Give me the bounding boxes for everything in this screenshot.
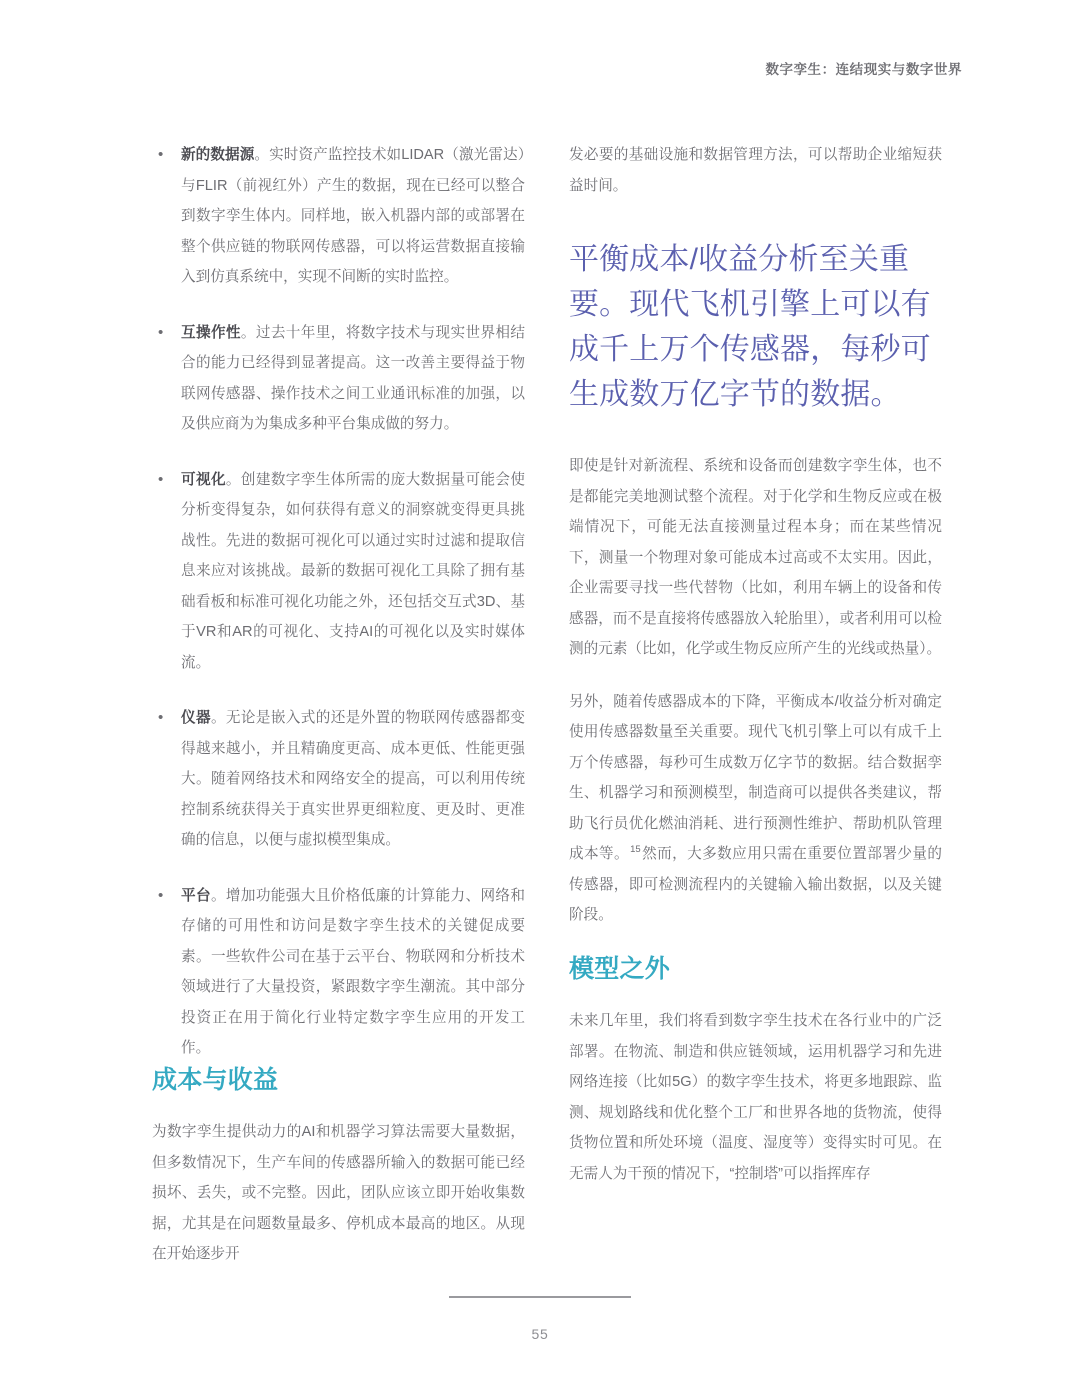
list-item [152, 140, 525, 293]
bullet-text: 。过去十年里，将数字技术与现实世界相结合的能力已经得到显著提高。这一改善主要得益于物联网传感器、操作技术之间工业通讯标准的加强，以及供应商为为集成多种平台集成做的努力。 [181, 324, 525, 432]
section-heading-beyond-model: 模型之外 [569, 954, 671, 983]
bullet-text: 。无论是嵌入式的还是外置的物联网传感器都变得越来越小，并且精确度更高、成本更低、性能更强大。随着网络技术和网络安全的提高，可以利用传统控制系统获得关于真实世界更细粒度、更及时、更准确的信息，以便与虚拟模型集成。 [181, 710, 525, 848]
section-heading-cost-benefit: 成本与收益 [152, 1065, 279, 1094]
paragraph-beyond-model: 未来几年里，我们将看到数字孪生技术在各行业中的广泛部署。在物流、制造和供应链领域，运用机器学习和先进网络连接（比如5G）的数字孪生技术，将更多地跟踪、监测、规划路线和优化整个工厂和世界各地的货物流，使得货物位置和所处环境（温度、湿度等）变得实时可见。在无需人为干预的情况下，“控制塔”可以指挥库存 [569, 1013, 942, 1182]
list-item [152, 318, 525, 440]
paragraph-sensor-cost-part2: 然而，大多数应用只需在重要位置部署少量的传感器，即可检测流程内的关键输入输出数据，以及关键阶段。 [569, 846, 942, 923]
paragraph-continued: 发必要的基础设施和数据管理方法，可以帮助企业缩短获益时间。 [569, 147, 942, 194]
bullet-text: 。增加功能强大且价格低廉的计算能力、网络和存储的可用性和访问是数字孪生技术的关键促成要素。一些软件公司在基于云平台、物联网和分析技术领域进行了大量投资，紧跟数字孪生潮流。其中部分投资正在用于简化行业特定数字孪生应用的开发工作。 [181, 887, 525, 1056]
bullet-term: 互操作性 [181, 324, 241, 341]
left-column [152, 140, 525, 1270]
bullet-term: 平台 [181, 887, 211, 904]
bullet-text: 。创建数字孪生体所需的庞大数据量可能会使分析变得复杂，如何获得有意义的洞察就变得更具挑战性。先进的数据可视化可以通过实时过滤和提取信息来应对该挑战。最新的数据可视化工具除了拥有基础看板和标准可视化功能之外，还包括交互式3D、基于VR和AR的可视化、支持AI的可视化以及实时媒体流。 [181, 471, 525, 671]
right-column [569, 140, 942, 1189]
pull-quote: 平衡成本/收益分析至关重要。现代飞机引擎上可以有成千上万个传感器，每秒可生成数万亿字节的数据。 [569, 243, 931, 411]
footer-divider [449, 1296, 631, 1298]
two-column-body [152, 140, 942, 1270]
bullet-list [152, 140, 525, 1064]
bullet-term: 可视化 [181, 471, 226, 488]
paragraph-cost-benefit: 为数字孪生提供动力的AI和机器学习算法需要大量数据，但多数情况下，生产车间的传感器所输入的数据可能已经损坏、丢失，或不完整。因此，团队应该立即开始收集数据，尤其是在问题数量最多、停机成本最高的地区。从现在开始逐步开 [152, 1124, 525, 1263]
bullet-term: 新的数据源 [181, 147, 255, 163]
paragraph-sensor-cost [569, 687, 942, 931]
running-header: 数字孪生：连结现实与数字世界 [765, 62, 962, 77]
list-item [152, 703, 525, 856]
footnote-reference: 15 [630, 844, 641, 856]
list-item [152, 465, 525, 679]
paragraph-proxy-measurement: 即使是针对新流程、系统和设备而创建数字孪生体，也不是都能完美地测试整个流程。对于化学和生物反应或在极端情况下，可能无法直接测量过程本身；而在某些情况下，测量一个物理对象可能成本过高或不太实用。因此，企业需要寻找一些代替物（比如，利用车辆上的设备和传感器，而不是直接将传感器放入轮胎里），或者利用可以检测的元素（比如，化学或生物反应所产生的光线或热量）。 [569, 458, 942, 657]
bullet-text: 。实时资产监控技术如LIDAR（激光雷达）与FLIR（前视红外）产生的数据，现在已经可以整合到数字孪生体内。同样地，嵌入机器内部的或部署在整个供应链的物联网传感器，可以将运营数据直接输入到仿真系统中，实现不间断的实时监控。 [181, 147, 525, 285]
page-number: 55 [531, 1326, 549, 1342]
list-item [152, 881, 525, 1064]
paragraph-sensor-cost-part1: 另外，随着传感器成本的下降，平衡成本/收益分析对确定使用传感器数量至关重要。现代飞机引擎上可以有成千上万个传感器，每秒可生成数万亿字节的数据。结合数据孪生、机器学习和预测模型，制造商可以提供各类建议，帮助飞行员优化燃油消耗、进行预测性维护、帮助机队管理成本等。 [569, 693, 942, 862]
bullet-term: 仪器 [181, 710, 211, 726]
